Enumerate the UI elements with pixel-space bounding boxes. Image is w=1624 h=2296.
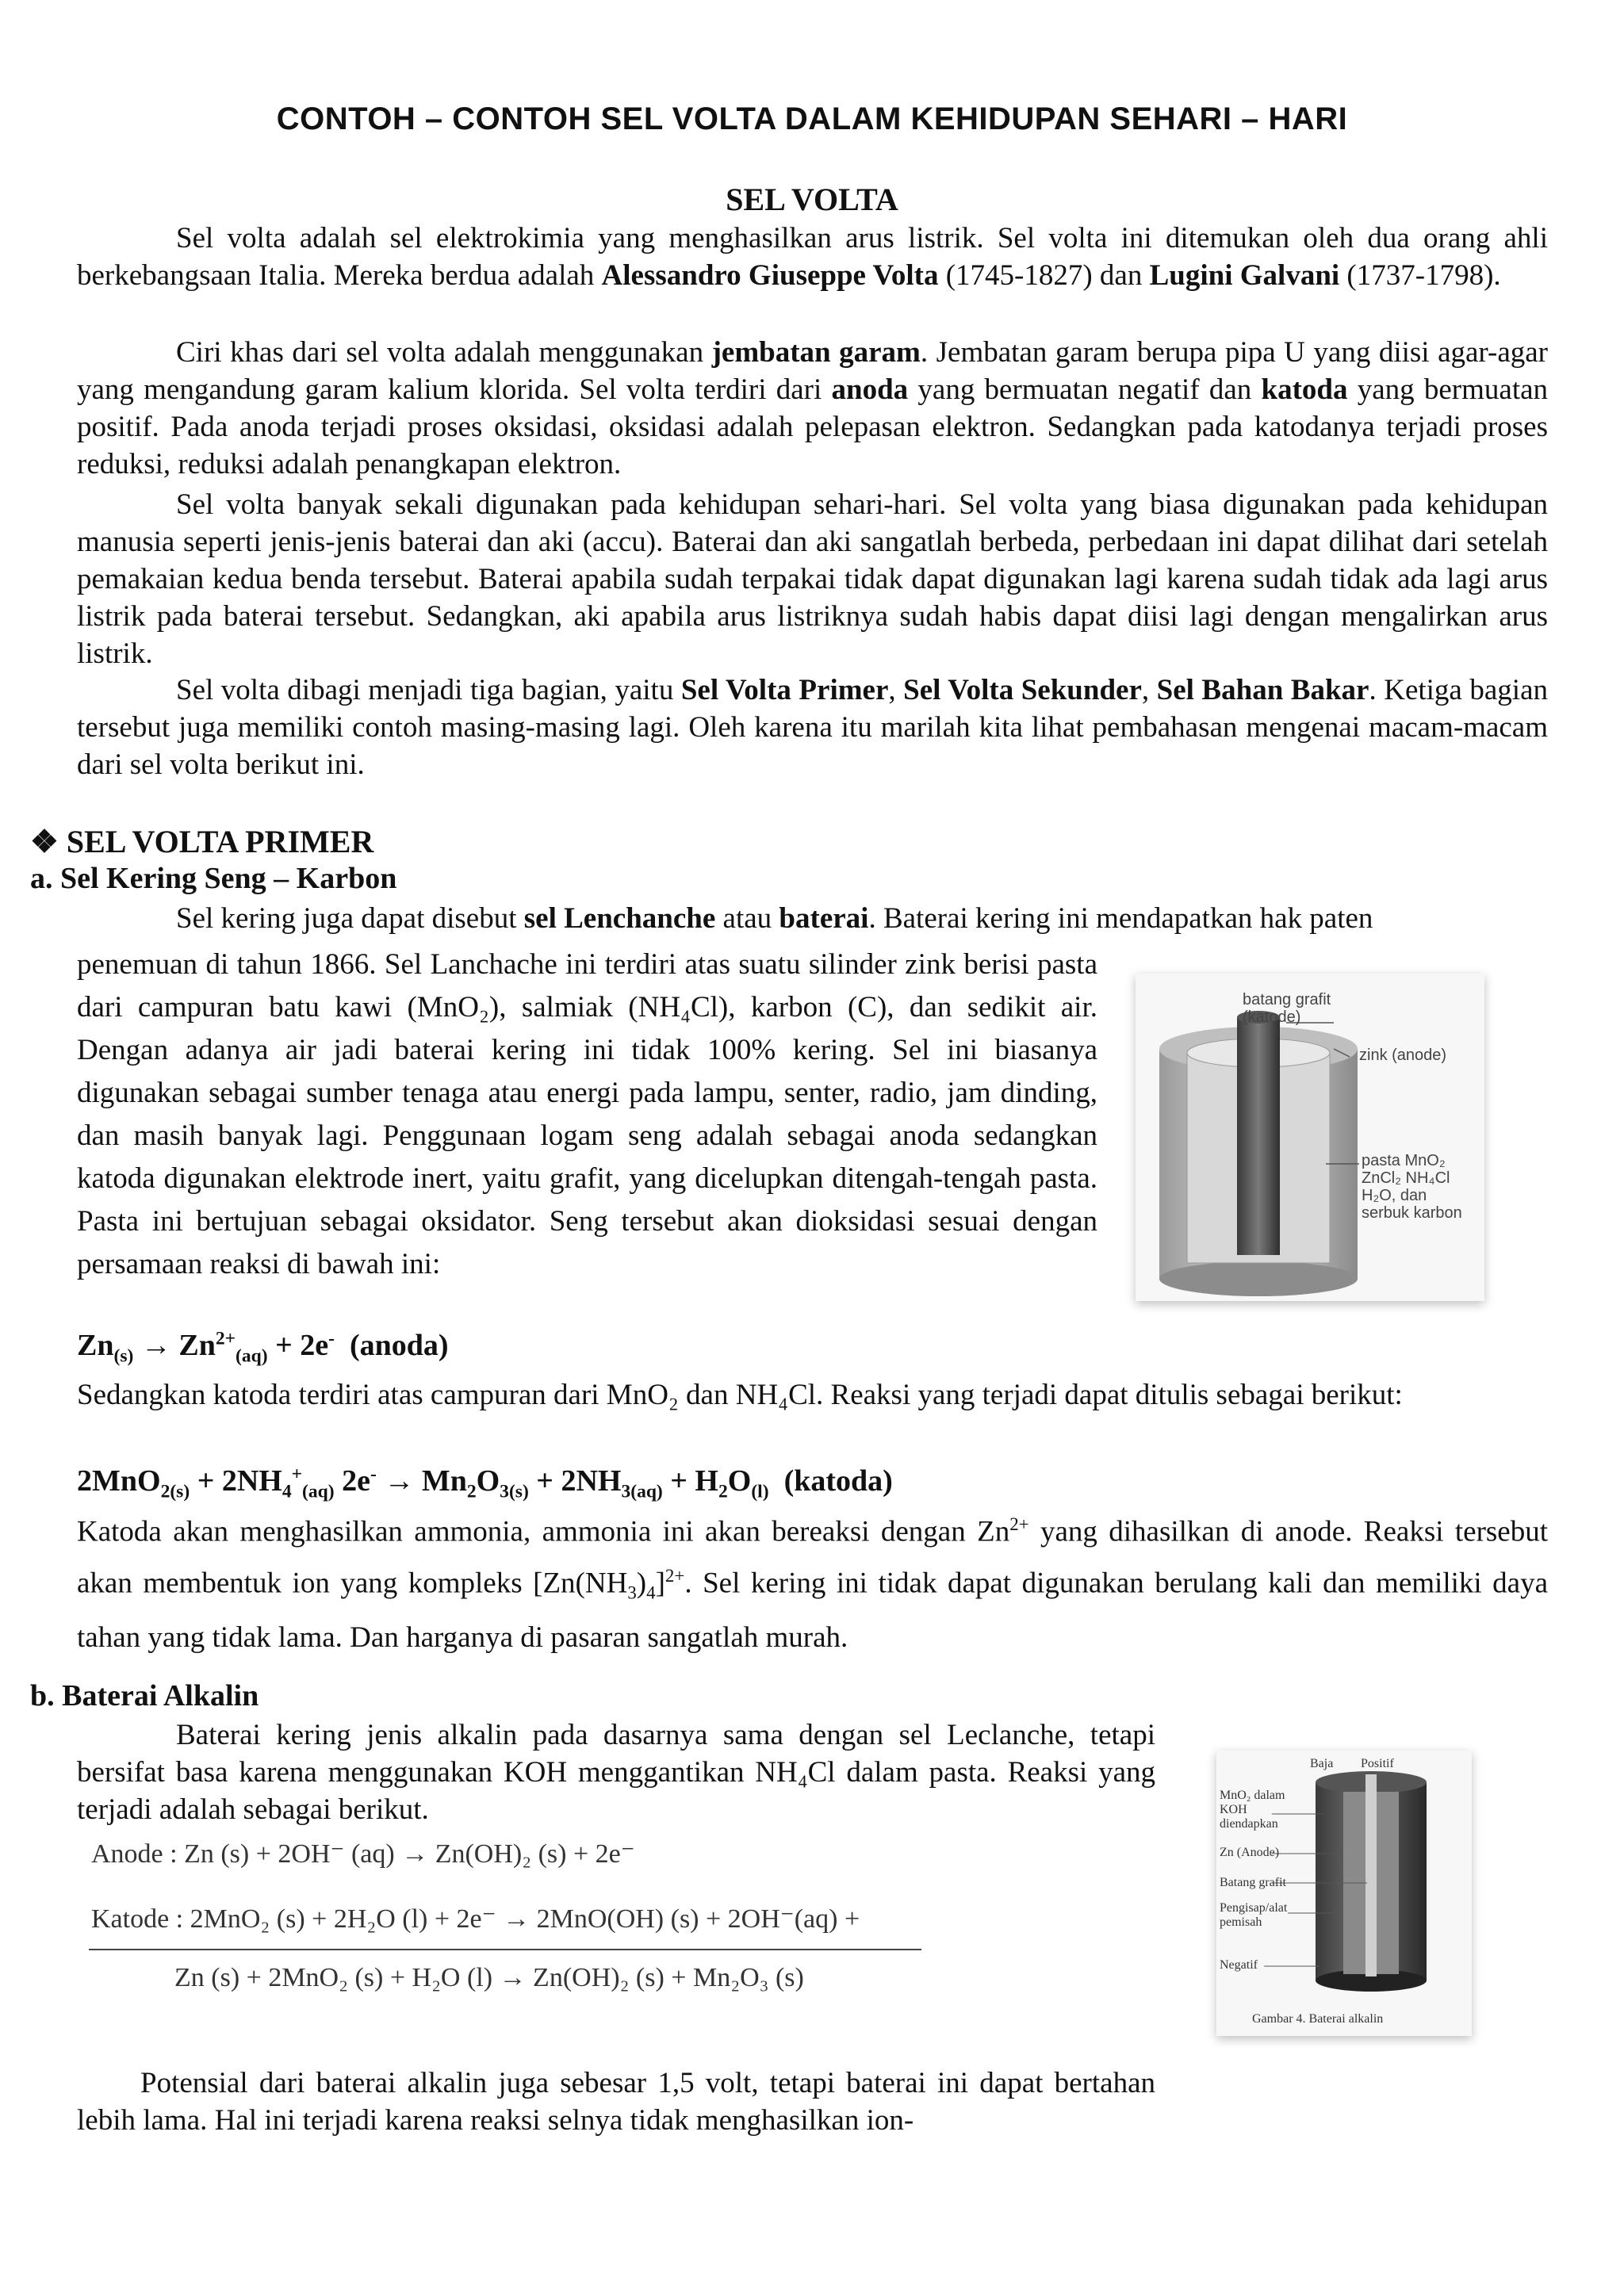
figure-caption: Gambar 4. Baterai alkalin (1252, 2012, 1384, 2026)
sub-a-paragraph-3: Sedangkan katoda terdiri atas campuran dari MnO₂ dan NH₄Cl. Reaksi yang terjadi dapat ditulis sebagai berikut: (77, 1379, 1403, 1411)
label-baja: Baja (1310, 1757, 1334, 1770)
sub-b-paragraph-2: Potensial dari baterai alkalin juga sebesar 1,5 volt, tetapi baterai ini dapat bertahan lebih lama. Hal ini terjadi karena reaksi selnya tidak menghasilkan ion- (77, 2067, 1155, 2137)
sub-a-paragraph-4: Katoda akan menghasilkan ammonia, ammonia ini akan bereaksi dengan $Zn^{2+}$ yang dihasilkan di anode. Reaksi tersebut akan membentuk ion yang kompleks $[Zn(NH_3)_4]^{2+}$. Sel kering ini tidak dapat digunakan berulang kali dan memiliki daya tahan yang tidak lama. Dan harganya di pasaran sangatlah murah. (77, 1514, 1549, 1655)
label-mno2-koh: MnO₂ dalam KOH diendapkan (1220, 1789, 1285, 1831)
label-negatif: Negatif (1220, 1958, 1258, 1972)
section-title-sel-volta: SEL VOLTA (726, 182, 898, 217)
sub-a-paragraph-2: penemuan di tahun 1866. Sel Lanchache ini terdiri atas suatu silinder zink berisi pasta dari campuran batu kawi (MnO₂), salmiak (NH₄Cl), karbon (C), dan sedikit air. Dengan adanya air jadi baterai kering ini tidak 100% kering. Sel ini biasanya digunakan sebagai sumber tenaga atau energi pada lampu, senter, radio, jam dinding, dan masih banyak lagi. Penggunaan logam seng adalah sebagai anoda sedangkan katoda digunakan elektrode inert, yaitu grafit, yang dicelupkan ditengah-tengah pasta. Pasta ini bertujuan sebagai oksidator. Seng tersebut akan dioksidasi sesuai dengan persamaan reaksi di bawah ini: (77, 948, 1097, 1280)
alkaline-battery-figure (1216, 1751, 1472, 2036)
label-zn-anode: Zn (Anode) (1220, 1846, 1280, 1859)
page-title: CONTOH – CONTOH SEL VOLTA DALAM KEHIDUPAN SEHARI – HARI (276, 101, 1348, 136)
subsection-heading-b: b. Baterai Alkalin (30, 1679, 259, 1712)
intro-paragraph-3: Sel volta banyak sekali digunakan pada kehidupan sehari-hari. Sel volta yang biasa digunakan pada kehidupan manusia seperti jenis-jenis baterai dan aki (accu). Baterai dan aki sangatlah berbeda, perbedaan ini dapat dilihat dari setelah pemakaian kedua benda tersebut. Baterai apabila sudah terpakai tidak dapat digunakan lagi karena sudah tidak ada lagi arus listrik pada baterai tersebut. Sedangkan, aki apabila arus listriknya sudah habis dapat diisi lagi dengan mengalirkan arus listrik. (77, 488, 1548, 670)
reaction-katode: Katode : 2MnO₂ (s) + 2H₂O (l) + 2e⁻ → 2MnO(OH) (s) + 2OH⁻(aq) + (91, 1904, 860, 1934)
reaction-sum-line (89, 1949, 921, 1950)
label-batang-grafit: Batang grafit (1220, 1876, 1286, 1889)
sub-b-paragraph-1: Baterai kering jenis alkalin pada dasarnya sama dengan sel Leclanche, tetapi bersifat basa karena menggunakan KOH menggantikan NH₄Cl dalam pasta. Reaksi yang terjadi adalah sebagai berikut. (77, 1719, 1155, 1826)
label-pengisap: Pengisap/alat pemisah (1220, 1901, 1288, 1929)
reaction-anode: Anode : Zn (s) + 2OH⁻ (aq) → Zn(OH)₂ (s) + 2e⁻ (91, 1839, 635, 1869)
zinc-carbon-cell-figure (1136, 974, 1484, 1301)
label-batang-grafit: batang grafit (katode) (1243, 991, 1331, 1026)
label-positif: Positif (1361, 1757, 1394, 1770)
equation-katoda: $2MnO_{2(s)} + 2NH_4^+_{(aq)}$ $2e^- \to Mn_2O_{3(s)} + 2NH_{3(aq)} + H_2O_{(l)}$ (katoda) (77, 1464, 893, 1502)
label-zink-anode: zink (anode) (1359, 1047, 1447, 1064)
sub-a-paragraph-1: Sel kering juga dapat disebut sel Lenchanche atau baterai. Baterai kering ini mendapatkan hak paten (176, 902, 1373, 935)
intro-paragraph-2: Ciri khas dari sel volta adalah menggunakan jembatan garam. Jembatan garam berupa pipa U yang diisi agar-agar yang mengandung garam kalium klorida. Sel volta terdiri dari anoda yang bermuatan negatif dan katoda yang bermuatan positif. Pada anoda terjadi proses oksidasi, oksidasi adalah pelepasan elektron. Sedangkan pada katodanya terjadi proses reduksi, reduksi adalah penangkapan elektron. (77, 336, 1549, 480)
label-pasta: pasta MnO₂ ZnCl₂ NH₄Cl H₂O, dan serbuk karbon (1362, 1152, 1462, 1222)
equation-anoda: $Zn_{(s)} \to Zn^{2+}_{(aq)} + 2e^-$ (anoda) (77, 1328, 449, 1367)
subsection-heading-a: a. Sel Kering Seng – Karbon (30, 862, 397, 895)
intro-paragraph-1: Sel volta adalah sel elektrokimia yang menghasilkan arus listrik. Sel volta ini ditemukan oleh dua orang ahli berkebangsaan Italia. Mereka berdua adalah Alessandro Giuseppe Volta (1745-1827) dan Lugini Galvani (1737-1798). (77, 222, 1548, 292)
section-heading-primer: ❖ SEL VOLTA PRIMER (30, 824, 374, 859)
reaction-total: Zn (s) + 2MnO₂ (s) + H₂O (l) → Zn(OH)₂ (s) + Mn₂O₃ (s) (174, 1963, 804, 1992)
intro-paragraph-4: Sel volta dibagi menjadi tiga bagian, yaitu Sel Volta Primer, Sel Volta Sekunder, Sel Bahan Bakar. Ketiga bagian tersebut juga memiliki contoh masing-masing lagi. Oleh karena itu marilah kita lihat pembahasan mengenai macam-macam dari sel volta berikut ini. (77, 674, 1548, 781)
